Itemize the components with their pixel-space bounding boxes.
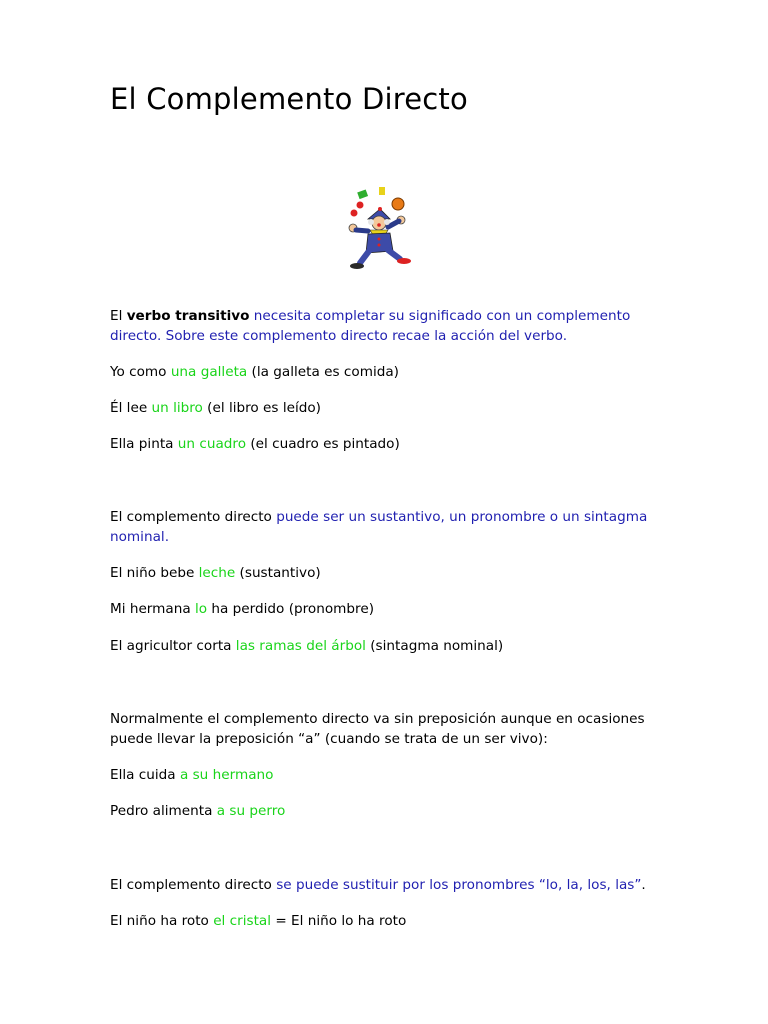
sustitucion-paragraph: El complemento directo se puede sustituir por los pronombres “lo, la, los, las”. <box>110 877 646 893</box>
example-line: Ella cuida a su hermano <box>110 767 274 783</box>
highlight-blue: puede ser un sustantivo, un pronombre o un sintagma nominal <box>110 509 648 545</box>
example-line: Él lee un libro (el libro es leído) <box>110 400 321 416</box>
highlight-green: una galleta <box>170 364 248 380</box>
highlight-green: las ramas del árbol <box>235 638 366 654</box>
highlight-green: a su perro <box>216 803 286 819</box>
highlight-green: a su hermano <box>179 767 274 783</box>
example-line: Pedro alimenta a su perro <box>110 803 286 819</box>
tipos-complemento-paragraph: El complemento directo puede ser un sustantivo, un pronombre o un sintagma nominal. <box>110 509 648 545</box>
verbo-transitivo-term: verbo transitivo <box>126 308 250 324</box>
preposicion-paragraph: Normalmente el complemento directo va sin preposición aunque en ocasiones puede llevar la preposición “a” (cuando se trata de un ser vivo): <box>110 711 645 747</box>
highlight-blue: necesita completar su significado con un complemento directo. Sobre este complemento directo recae la acción del verbo. <box>110 308 631 344</box>
page-title: El Complemento Directo <box>110 82 468 116</box>
example-line: El niño bebe leche (sustantivo) <box>110 565 321 581</box>
highlight-green: leche <box>198 565 236 581</box>
highlight-green: un cuadro <box>177 436 247 452</box>
example-line: El agricultor corta las ramas del árbol (sintagma nominal) <box>110 638 504 654</box>
example-line: Yo como una galleta (la galleta es comida) <box>110 364 399 380</box>
example-line: El niño ha roto el cristal = El niño lo ha roto <box>110 913 407 929</box>
juggler-clown-icon <box>338 183 422 271</box>
highlight-blue: se puede sustituir por los pronombres “lo, la, los, las” <box>276 877 642 893</box>
example-line: Mi hermana lo ha perdido (pronombre) <box>110 601 374 617</box>
highlight-green: un libro <box>151 400 203 416</box>
example-line: Ella pinta un cuadro (el cuadro es pintado) <box>110 436 400 452</box>
highlight-green: lo <box>195 601 208 617</box>
verbo-transitivo-paragraph: El verbo transitivo necesita completar su significado con un complemento directo. Sobre este complemento directo recae la acción del verbo. <box>110 308 631 344</box>
highlight-green: el cristal <box>213 913 272 929</box>
